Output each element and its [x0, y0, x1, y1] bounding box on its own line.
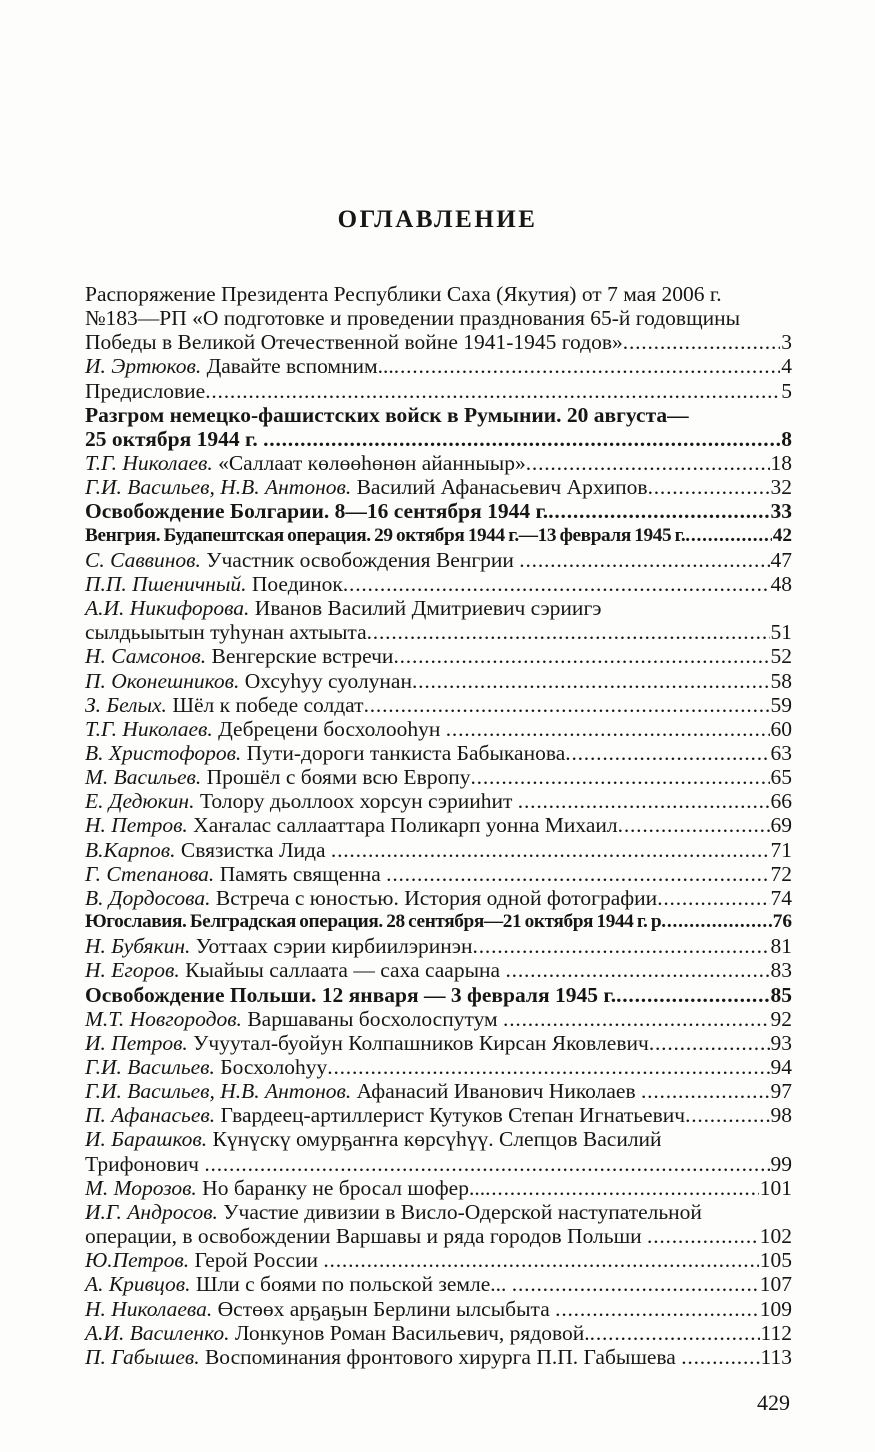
toc-entry-page: 101: [759, 1175, 792, 1200]
toc-entry-title: сылдьыытын туһунан ахтыыта: [85, 620, 367, 645]
toc-entry-author: З. Белых.: [85, 692, 167, 717]
toc-entry-title: №183—РП «О подготовке и проведении празднования 65-й годовщины: [85, 306, 741, 331]
dot-leader: [394, 354, 780, 378]
toc-entry-author: П. Оконешников.: [85, 668, 240, 693]
toc-entry-page: 66: [770, 789, 792, 814]
toc-entry-text: [85, 765, 470, 789]
toc-entry-author: А.И. Василенко.: [85, 1320, 230, 1345]
toc-row: [85, 1345, 792, 1369]
toc-entry-author: Н. Николаева.: [85, 1296, 213, 1321]
toc-entry-page: 71: [770, 837, 792, 862]
toc-entry-author: М.Т. Новгородов.: [85, 1006, 242, 1031]
toc-entry-page: 8: [781, 426, 792, 451]
dot-leader: [446, 717, 770, 741]
toc-entry-text: [85, 1297, 555, 1321]
toc-row: [85, 620, 792, 644]
dot-leader: [657, 886, 769, 910]
toc-entry-author: И.Г. Андросов.: [85, 1199, 218, 1224]
dot-leader: [470, 765, 769, 789]
toc-entry-title: Өстөөх арҕаҕын Берлини ылсыбыта: [212, 1296, 556, 1321]
toc-entry-page: 74: [770, 885, 792, 910]
toc-entry-author: Ю.Петров.: [85, 1248, 190, 1273]
toc-entry-text: [85, 499, 548, 523]
toc-entry-page: 107: [759, 1272, 792, 1297]
toc-entry-title: Трифонович: [85, 1151, 205, 1176]
toc-entry-author: П.П. Пшеничный.: [85, 571, 247, 596]
toc-entry-page: 32: [770, 475, 792, 500]
toc-entry-title: Участие дивизии в Висло-Одерской наступательной: [217, 1199, 702, 1224]
toc-entry-page: 5: [781, 378, 792, 403]
toc-entry-page: 52: [770, 644, 792, 669]
dot-leader: [205, 379, 780, 403]
toc-entry-text: [85, 1031, 649, 1055]
toc-entry-title: Прошёл с боями всю Европу: [201, 765, 471, 790]
toc-entry-page: 105: [759, 1248, 792, 1273]
toc-entry-page: 58: [770, 668, 792, 693]
toc-row: [85, 1200, 792, 1224]
toc-row: [85, 548, 792, 572]
toc-entry-author: Е. Дедюкин.: [85, 789, 195, 814]
toc-entry-title: Венгрия. Будапештская операция. 29 октября 1944 г.—13 февраля 1945 г.: [85, 524, 686, 546]
toc-row: [85, 354, 792, 378]
toc-row: [85, 1176, 792, 1200]
toc-entry-page: 112: [760, 1320, 792, 1345]
toc-entry-text: [85, 548, 519, 572]
toc-entry-title: Связистка Лида: [175, 837, 331, 862]
dot-leader: [526, 451, 770, 475]
toc-entry-author: И. Барашков.: [85, 1127, 208, 1152]
toc-entry-author: Н. Самсонов.: [85, 644, 207, 669]
folio-page-number: 429: [757, 1390, 790, 1415]
toc-entry-title: Пути-дороги танкиста Бабыканова: [241, 740, 566, 765]
toc-row: [85, 983, 792, 1007]
dot-leader: [649, 1031, 770, 1055]
dot-leader: [616, 983, 769, 1007]
toc-entry-page: 69: [770, 813, 792, 838]
dot-leader: [503, 1007, 769, 1031]
toc-row: [85, 669, 792, 693]
toc-row: [85, 282, 792, 306]
toc-entry-title: Уоттаах сэрии кирбиилэринэн: [190, 934, 473, 959]
toc-entry-author: Г.И. Васильев, Н.В. Антонов.: [85, 475, 352, 500]
toc-entry-author: Н. Петров.: [85, 813, 188, 838]
toc-entry-page: 59: [770, 692, 792, 717]
toc-entry-page: 113: [760, 1344, 792, 1369]
toc-entry-title: «Саллаат көлөөһөнөн айанныыр»: [212, 451, 526, 476]
toc-entry-text: [85, 862, 386, 886]
toc-row: [85, 1127, 792, 1151]
dot-leader: [473, 934, 770, 958]
toc-entry-text: [85, 1248, 323, 1272]
toc-row: [85, 499, 792, 523]
toc-row: [85, 596, 792, 620]
toc-entry-text: [85, 620, 367, 644]
toc-entry-page: 60: [770, 716, 792, 741]
toc-entry-title: Воспоминания фронтового хирурга П.П. Габышева: [199, 1344, 682, 1369]
toc-entry-author: В. Дордосова.: [85, 885, 211, 910]
toc-entry-author: Т.Г. Николаев.: [85, 451, 213, 476]
toc-entry-page: 42: [772, 524, 792, 546]
toc-entry-title: 25 октября 1944 г.: [85, 426, 264, 451]
toc-entry-author: П. Афанасьев.: [85, 1103, 216, 1128]
dot-leader: [618, 813, 770, 837]
toc-entry-text: [85, 1079, 641, 1103]
toc-entry-text: [85, 451, 526, 475]
toc-entry-title: Участник освобождения Венгрии: [200, 547, 520, 572]
dot-leader: [555, 1297, 759, 1321]
toc-entry-page: 72: [770, 861, 792, 886]
toc-entry-title: Иванов Василий Дмитриевич сэриигэ: [249, 596, 602, 621]
toc-entry-title: Василий Афанасьевич Архипов: [351, 475, 648, 500]
toc-entry-page: 98: [770, 1103, 792, 1128]
toc-entry-text: [85, 572, 343, 596]
table-of-contents: [85, 282, 792, 1369]
toc-entry-title: Поединок: [246, 571, 343, 596]
dot-leader: [412, 669, 770, 693]
toc-entry-text: [85, 282, 722, 306]
toc-entry-text: [85, 789, 518, 813]
toc-entry-author: Н. Егоров.: [85, 958, 180, 983]
toc-entry-text: [85, 330, 623, 354]
toc-entry-text: [85, 838, 331, 862]
toc-entry-title: Югославия. Белградская операция. 28 сентября—21 октября 1944 г. р: [85, 911, 662, 933]
dot-leader: [623, 330, 780, 354]
toc-entry-author: Г. Степанова.: [85, 861, 215, 886]
dot-leader: [393, 644, 769, 668]
toc-entry-page: 63: [770, 740, 792, 765]
toc-row: [85, 1321, 792, 1345]
dot-leader: [519, 548, 769, 572]
toc-entry-text: [85, 1200, 702, 1224]
toc-entry-author: Т.Г. Николаев.: [85, 716, 213, 741]
toc-entry-page: 76: [772, 911, 792, 933]
toc-entry-page: 33: [770, 499, 792, 524]
toc-entry-text: [85, 1272, 512, 1296]
toc-row: [85, 1272, 792, 1296]
toc-row: [85, 958, 792, 982]
toc-entry-page: 93: [770, 1030, 792, 1055]
toc-row: [85, 838, 792, 862]
toc-entry-text: [85, 958, 505, 982]
toc-entry-page: 92: [770, 1006, 792, 1031]
toc-entry-text: [85, 644, 393, 668]
toc-entry-text: [85, 717, 446, 741]
toc-entry-title: Встреча с юностью. История одной фотографии: [210, 885, 658, 910]
dot-leader: [647, 1224, 759, 1248]
toc-entry-text: [85, 379, 205, 403]
toc-entry-author: П. Габышев.: [85, 1344, 200, 1369]
toc-row: [85, 1055, 792, 1079]
dot-leader: [685, 524, 771, 548]
dot-leader: [485, 1176, 759, 1200]
toc-row: [85, 1079, 792, 1103]
toc-row: [85, 1031, 792, 1055]
toc-row: [85, 1297, 792, 1321]
dot-leader: [685, 1103, 769, 1127]
toc-entry-text: [85, 1007, 503, 1031]
toc-row: [85, 1248, 792, 1272]
toc-entry-text: [85, 1152, 204, 1176]
toc-entry-title: Шли с боями по польской земле...: [190, 1272, 512, 1297]
toc-row: [85, 1007, 792, 1031]
toc-entry-text: [85, 669, 412, 693]
toc-entry-author: И. Эртюков.: [85, 354, 202, 379]
toc-entry-text: [85, 1224, 647, 1248]
toc-entry-author: А.И. Никифорова.: [85, 596, 250, 621]
toc-entry-page: 47: [770, 547, 792, 572]
toc-entry-title: Дебрецени босхолооһун: [212, 716, 446, 741]
toc-row: [85, 403, 792, 427]
toc-entry-text: [85, 427, 263, 451]
toc-row: [85, 379, 792, 403]
dot-leader: [263, 427, 780, 451]
toc-entry-author: М. Морозов.: [85, 1175, 197, 1200]
toc-row: [85, 789, 792, 813]
toc-entry-text: [85, 983, 616, 1007]
toc-entry-text: [85, 524, 685, 548]
toc-entry-page: 3: [781, 330, 792, 355]
toc-entry-page: 109: [759, 1296, 792, 1321]
toc-row: [85, 934, 792, 958]
toc-entry-text: [85, 886, 657, 910]
toc-entry-author: Н. Бубякин.: [85, 934, 191, 959]
toc-entry-title: Распоряжение Президента Республики Саха (Якутия) от 7 мая 2006 г.: [85, 282, 722, 306]
toc-entry-author: И. Петров.: [85, 1030, 188, 1055]
toc-entry-title: Но баранку не бросал шофер...: [196, 1175, 486, 1200]
toc-entry-title: Предисловие: [85, 378, 206, 403]
toc-entry-text: [85, 1055, 327, 1079]
toc-entry-title: Күнүскү омурҕаҥҥа көрсүһүү. Слепцов Василий: [207, 1127, 662, 1152]
toc-entry-title: Кыайыы саллаата — саха саарына: [179, 958, 506, 983]
toc-entry-page: 18: [770, 451, 792, 476]
dot-leader: [661, 910, 772, 934]
toc-entry-title: Шёл к победе солдат: [166, 692, 364, 717]
toc-entry-author: А. Кривцов.: [85, 1272, 191, 1297]
toc-entry-title: Венгерские встречи: [206, 644, 394, 669]
toc-row: [85, 1224, 792, 1248]
toc-entry-title: Давайте вспомним...: [201, 354, 394, 379]
toc-row: [85, 572, 792, 596]
toc-entry-title: Герой России: [189, 1248, 324, 1273]
toc-row: [85, 524, 792, 548]
toc-entry-title: Освобождение Болгарии. 8—16 сентября 1944 г.: [85, 499, 549, 524]
toc-entry-title: Лонкунов Роман Васильевич, рядовой.: [229, 1320, 590, 1345]
toc-entry-text: [85, 1127, 662, 1151]
toc-entry-page: 85: [770, 982, 792, 1007]
toc-entry-title: Освобождение Польши. 12 января — 3 февраля 1945 г.: [85, 982, 617, 1007]
toc-entry-page: 94: [770, 1055, 792, 1079]
dot-leader: [331, 838, 770, 862]
toc-row: [85, 451, 792, 475]
toc-entry-title: Хаҥалас саллааттара Поликарп уонна Михаил: [187, 813, 618, 838]
dot-leader: [327, 1055, 769, 1079]
toc-entry-author: Г.И. Васильев.: [85, 1055, 215, 1079]
toc-entry-title: Память священна: [214, 861, 387, 886]
toc-entry-author: Г.И. Васильев, Н.В. Антонов.: [85, 1079, 352, 1104]
toc-entry-author: В. Христофоров.: [85, 740, 242, 765]
toc-row: [85, 862, 792, 886]
toc-entry-page: 65: [770, 765, 792, 790]
toc-entry-title: операции, в освобождении Варшавы и ряда городов Польши: [85, 1224, 648, 1249]
toc-entry-title: Толору дьоллоох хорсун сэрииһит: [194, 789, 518, 814]
toc-row: [85, 910, 792, 934]
toc-entry-text: [85, 403, 689, 427]
toc-row: [85, 886, 792, 910]
toc-row: [85, 427, 792, 451]
toc-entry-text: [85, 910, 661, 934]
toc-entry-text: [85, 1176, 485, 1200]
toc-row: [85, 717, 792, 741]
dot-leader: [512, 1272, 759, 1296]
toc-entry-title: Босхолоһуу: [214, 1055, 328, 1079]
toc-row: [85, 330, 792, 354]
toc-row: [85, 475, 792, 499]
toc-row: [85, 1152, 792, 1176]
toc-entry-text: [85, 1321, 590, 1345]
toc-row: [85, 693, 792, 717]
toc-row: [85, 813, 792, 837]
toc-entry-text: [85, 354, 394, 378]
toc-entry-page: 4: [781, 354, 792, 379]
toc-entry-page: 81: [770, 934, 792, 959]
dot-leader: [548, 499, 769, 523]
toc-entry-page: 48: [770, 571, 792, 596]
dot-leader: [367, 620, 770, 644]
toc-row: [85, 765, 792, 789]
toc-entry-title: Гвардеец-артиллерист Кутуков Степан Игнатьевич: [215, 1103, 686, 1128]
dot-leader: [641, 1079, 770, 1103]
page-title: ОГЛАВЛЕНИЕ: [337, 206, 538, 233]
toc-entry-text: [85, 1345, 681, 1369]
toc-entry-page: 99: [770, 1151, 792, 1176]
toc-entry-title: Варшаваны босхолоспутум: [241, 1006, 504, 1031]
dot-leader: [386, 862, 769, 886]
toc-row: [85, 1103, 792, 1127]
toc-row: [85, 741, 792, 765]
toc-entry-text: [85, 741, 565, 765]
toc-entry-author: С. Саввинов.: [85, 547, 201, 572]
toc-entry-author: М. Васильев.: [85, 765, 202, 790]
toc-entry-text: [85, 813, 618, 837]
toc-entry-title: Разгром немецко-фашистских войск в Румынии. 20 августа—: [85, 402, 689, 427]
toc-entry-page: 102: [759, 1224, 792, 1249]
dot-leader: [518, 789, 770, 813]
toc-row: [85, 644, 792, 668]
toc-entry-author: В.Карпов.: [85, 837, 176, 862]
toc-entry-text: [85, 693, 364, 717]
dot-leader: [648, 475, 770, 499]
toc-entry-text: [85, 475, 648, 499]
toc-entry-title: Победы в Великой Отечественной войне 1941-1945 годов»: [85, 330, 623, 355]
toc-entry-text: [85, 934, 473, 958]
toc-entry-page: 83: [770, 958, 792, 983]
toc-entry-title: Учуутал-буойун Колпашников Кирсан Яковлевич: [187, 1030, 649, 1055]
dot-leader: [505, 958, 769, 982]
dot-leader: [204, 1152, 769, 1176]
toc-entry-page: 97: [770, 1079, 792, 1104]
dot-leader: [590, 1321, 760, 1345]
dot-leader: [364, 693, 770, 717]
toc-entry-text: [85, 1103, 685, 1127]
dot-leader: [565, 741, 769, 765]
toc-row: [85, 306, 792, 330]
toc-entry-text: [85, 596, 601, 620]
toc-entry-page: 51: [770, 620, 792, 645]
toc-entry-text: [85, 306, 740, 330]
dot-leader: [681, 1345, 759, 1369]
toc-entry-title: Афанасий Иванович Николаев: [351, 1079, 641, 1104]
dot-leader: [343, 572, 770, 596]
dot-leader: [323, 1248, 758, 1272]
toc-entry-title: Охсуһуу суолунан: [239, 668, 412, 693]
